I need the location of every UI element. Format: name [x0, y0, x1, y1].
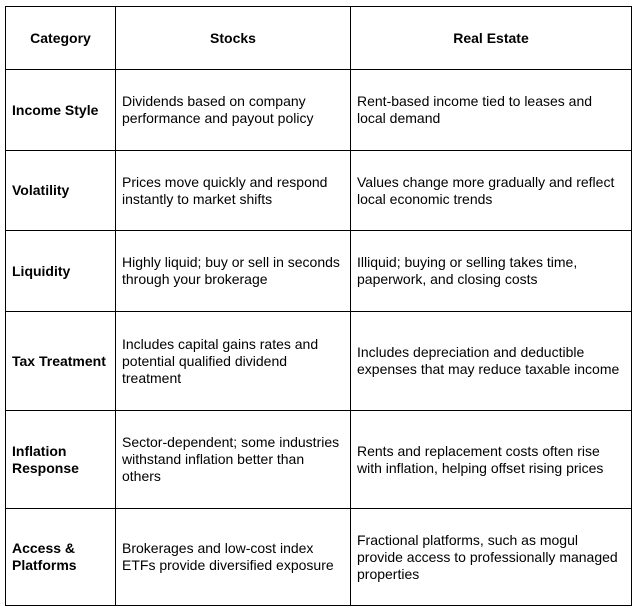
row-stocks-cell: Brokerages and low-cost index ETFs provide diversified exposure	[116, 509, 351, 606]
table-header	[6, 7, 632, 70]
row-real-estate-cell: Values change more gradually and reflect local economic trends	[351, 151, 632, 231]
header-category: Category	[6, 7, 116, 70]
row-category: Inflation Response	[6, 411, 116, 509]
table-row	[6, 231, 632, 312]
comparison-table	[5, 6, 632, 606]
table-body	[6, 70, 632, 606]
table-row	[6, 509, 632, 606]
table-row	[6, 411, 632, 509]
table-row	[6, 312, 632, 411]
row-stocks-cell: Sector-dependent; some industries withstand inflation better than others	[116, 411, 351, 509]
row-category: Liquidity	[6, 231, 116, 312]
row-real-estate-cell: Rents and replacement costs often rise with inflation, helping offset rising prices	[351, 411, 632, 509]
table-row	[6, 70, 632, 151]
row-category: Access & Platforms	[6, 509, 116, 606]
table-row	[6, 151, 632, 231]
row-real-estate-cell: Rent-based income tied to leases and local demand	[351, 70, 632, 151]
row-category: Volatility	[6, 151, 116, 231]
row-real-estate-cell: Fractional platforms, such as mogul provide access to professionally managed properties	[351, 509, 632, 606]
header-stocks: Stocks	[116, 7, 351, 70]
row-stocks-cell: Dividends based on company performance and payout policy	[116, 70, 351, 151]
row-real-estate-cell: Illiquid; buying or selling takes time, paperwork, and closing costs	[351, 231, 632, 312]
row-stocks-cell: Includes capital gains rates and potential qualified dividend treatment	[116, 312, 351, 411]
header-real-estate: Real Estate	[351, 7, 632, 70]
row-category: Income Style	[6, 70, 116, 151]
row-category: Tax Treatment	[6, 312, 116, 411]
row-stocks-cell: Highly liquid; buy or sell in seconds through your brokerage	[116, 231, 351, 312]
row-stocks-cell: Prices move quickly and respond instantly to market shifts	[116, 151, 351, 231]
header-row	[6, 7, 632, 70]
row-real-estate-cell: Includes depreciation and deductible expenses that may reduce taxable income	[351, 312, 632, 411]
